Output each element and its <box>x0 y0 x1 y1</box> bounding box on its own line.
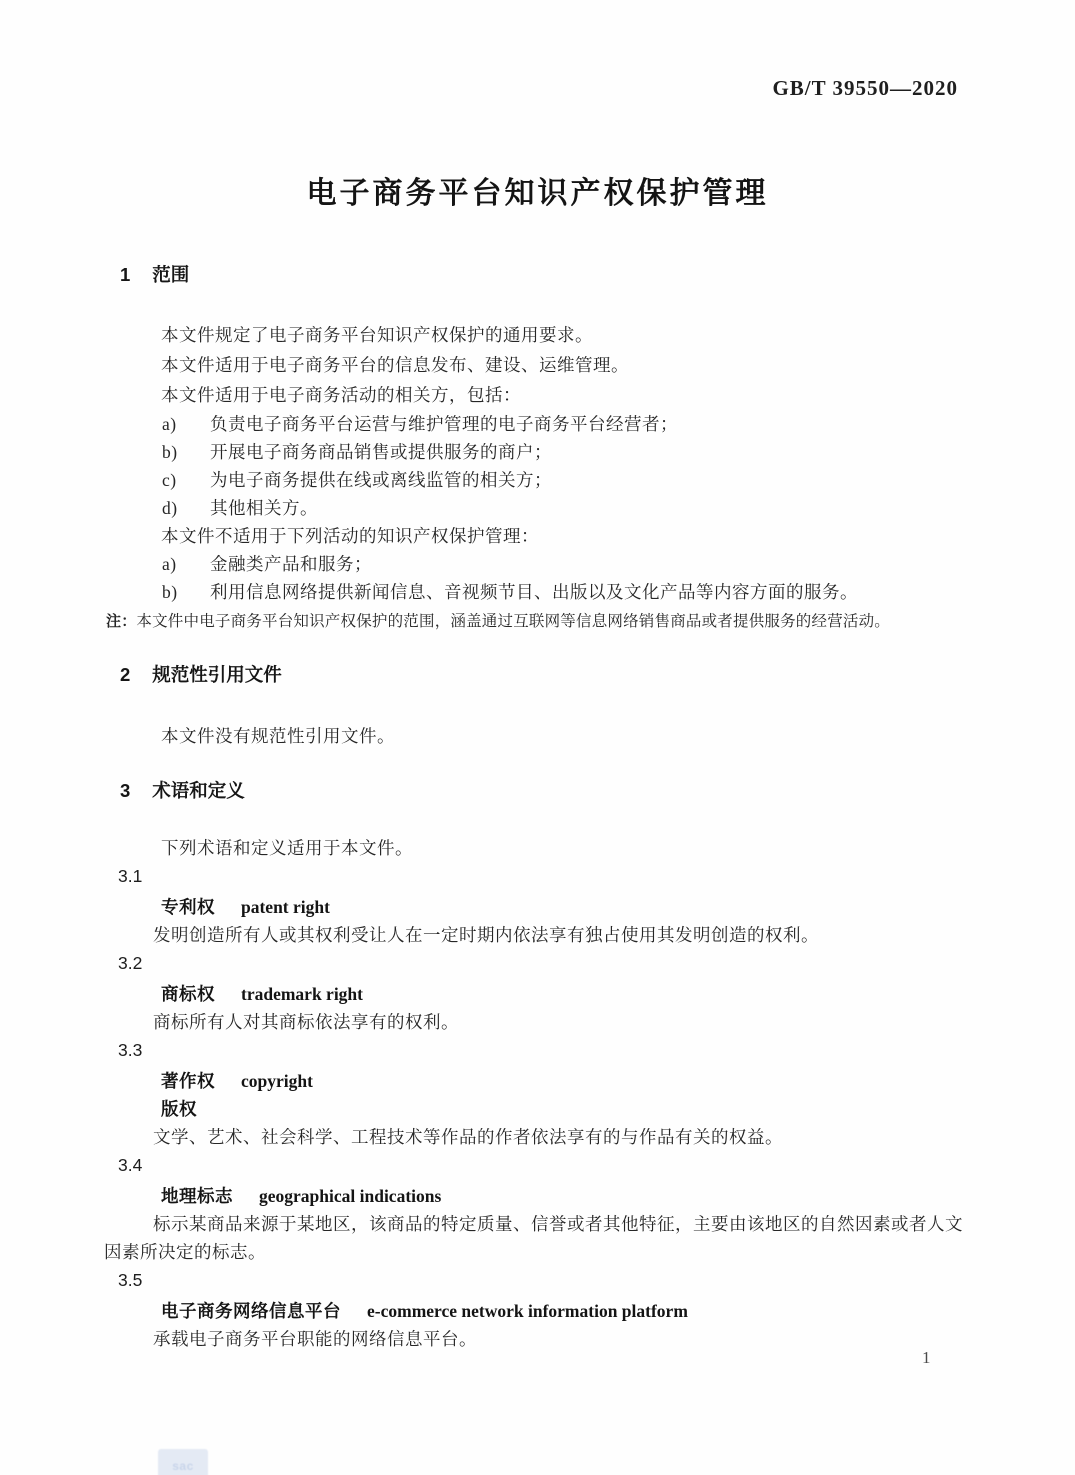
list-item-label: a) <box>162 554 177 574</box>
note-label: 注： <box>106 613 137 630</box>
term-en: geographical indications <box>259 1186 442 1206</box>
section-3-title: 术语和定义 <box>152 780 245 801</box>
term-en: e-commerce network information platform <box>367 1301 688 1321</box>
list-item-text: 为电子商务提供在线或离线监管的相关方； <box>210 470 552 490</box>
list-item-text: 开展电子商务商品销售或提供服务的商户； <box>210 442 552 462</box>
paragraph-scope-1: 本文件规定了电子商务平台知识产权保护的通用要求。 <box>161 325 593 345</box>
term-zh: 著作权 <box>161 1071 215 1091</box>
term-definition: 商标所有人对其商标依法享有的权利。 <box>153 1012 459 1032</box>
page-number: 1 <box>922 1348 931 1367</box>
term-id: 3.4 <box>118 1155 143 1175</box>
term-3-5 <box>112 1266 963 1353</box>
term-3-1 <box>112 862 963 949</box>
paragraph-scope-4: 本文件不适用于下列活动的知识产权保护管理： <box>161 526 539 546</box>
section-2-number: 2 <box>120 664 131 685</box>
list-item <box>162 466 963 494</box>
paragraph-scope-3: 本文件适用于电子商务活动的相关方，包括： <box>161 385 521 405</box>
term-zh: 电子商务网络信息平台 <box>161 1301 341 1321</box>
list-item <box>162 438 963 466</box>
list-item-text: 负责电子商务平台运营与维护管理的电子商务平台经营者； <box>210 414 678 434</box>
section-1-title: 范围 <box>152 264 190 285</box>
paragraph-normative-refs: 本文件没有规范性引用文件。 <box>161 726 395 746</box>
term-name <box>161 1067 963 1095</box>
section-3-number: 3 <box>120 780 131 801</box>
term-name <box>161 980 963 1008</box>
standard-number: GB/T 39550—2020 <box>772 76 958 100</box>
term-definition: 文学、艺术、社会科学、工程技术等作品的作者依法享有的与作品有关的权益。 <box>153 1127 783 1147</box>
list-item <box>162 578 963 606</box>
paragraph-scope-2: 本文件适用于电子商务平台的信息发布、建设、运维管理。 <box>161 355 629 375</box>
list-item-label: b) <box>162 582 178 602</box>
section-3-heading <box>120 779 963 803</box>
term-3-4 <box>104 1151 963 1266</box>
list-item <box>162 494 963 522</box>
term-definition: 标示某商品来源于某地区，该商品的特定质量、信誉或者其他特征，主要由该地区的自然因素或者人文因素所决定的标志。 <box>104 1214 963 1262</box>
term-zh: 地理标志 <box>161 1186 233 1206</box>
section-1-heading <box>120 263 963 287</box>
list-item-text: 金融类产品和服务； <box>210 554 372 574</box>
list-item <box>162 410 963 438</box>
term-definition: 发明创造所有人或其权利受让人在一定时期内依法享有独占使用其发明创造的权利。 <box>153 925 819 945</box>
term-en: copyright <box>241 1071 313 1091</box>
list-item-text: 利用信息网络提供新闻信息、音视频节目、出版以及文化产品等内容方面的服务。 <box>210 582 858 602</box>
term-name <box>161 1182 963 1210</box>
list-item-label: a) <box>162 414 177 434</box>
term-zh: 专利权 <box>161 897 215 917</box>
list-item-text: 其他相关方。 <box>210 498 318 518</box>
term-id: 3.3 <box>118 1040 143 1060</box>
sac-watermark-logo: sac <box>158 1449 208 1475</box>
paragraph-terms-intro: 下列术语和定义适用于本文件。 <box>161 838 413 858</box>
list-item <box>162 550 963 578</box>
section-2-heading <box>120 663 963 687</box>
scope-note <box>106 610 963 634</box>
term-3-2 <box>112 949 963 1036</box>
scope-exclusion-list <box>112 550 963 606</box>
term-zh: 商标权 <box>161 984 215 1004</box>
term-en: patent right <box>241 897 330 917</box>
scope-party-list <box>112 410 963 522</box>
term-definition: 承载电子商务平台职能的网络信息平台。 <box>153 1329 477 1349</box>
term-3-3 <box>112 1036 963 1151</box>
section-2-title: 规范性引用文件 <box>152 664 282 685</box>
note-text: 本文件中电子商务平台知识产权保护的范围，涵盖通过互联网等信息网络销售商品或者提供服务的经营活动。 <box>136 613 891 630</box>
term-name <box>161 1297 963 1325</box>
document-content <box>104 255 963 1353</box>
term-id: 3.2 <box>118 953 143 973</box>
term-id: 3.1 <box>118 866 143 886</box>
list-item-label: b) <box>162 442 178 462</box>
list-item-label: d) <box>162 498 178 518</box>
list-item-label: c) <box>162 470 177 490</box>
term-alias: 版权 <box>161 1099 197 1119</box>
term-name <box>161 893 963 921</box>
term-id: 3.5 <box>118 1270 143 1290</box>
page-title: 电子商务平台知识产权保护管理 <box>306 177 769 210</box>
term-en: trademark right <box>241 984 363 1004</box>
section-1-number: 1 <box>120 264 131 285</box>
terms-list <box>104 862 963 1353</box>
